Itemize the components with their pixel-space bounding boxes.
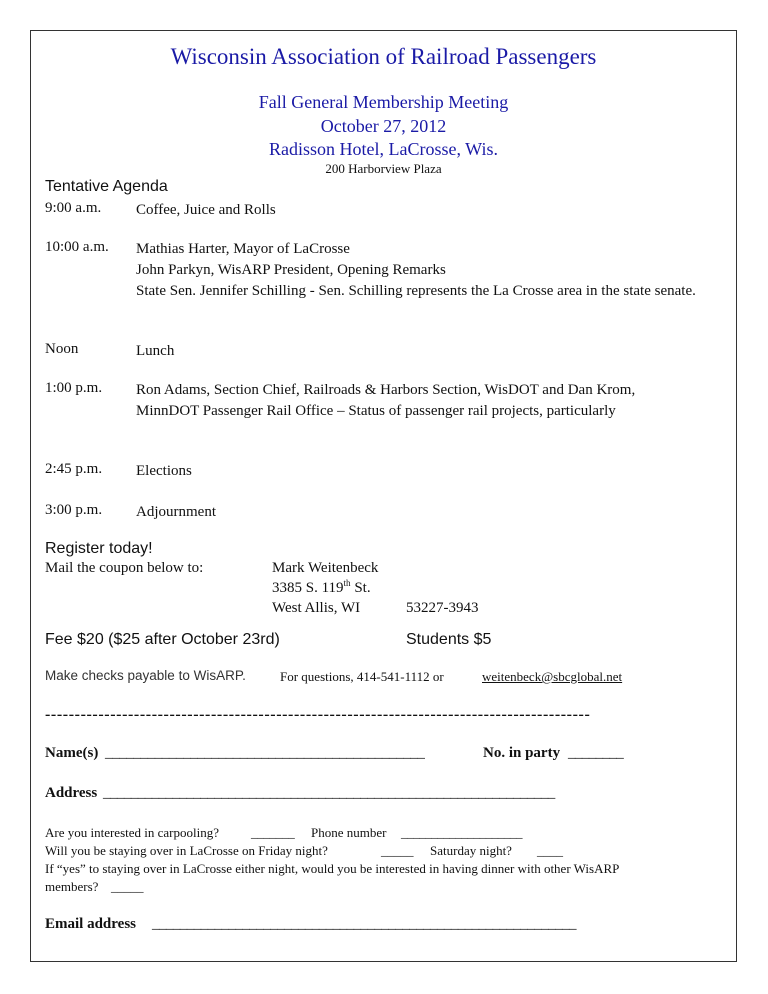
street-suffix: th <box>343 578 351 588</box>
meeting-title: Fall General Membership Meeting <box>258 92 509 112</box>
saturday-question: Saturday night? <box>430 843 512 858</box>
dinner-field[interactable]: _____ <box>111 879 144 894</box>
agenda-description <box>136 239 716 302</box>
carpool-field[interactable]: _______ <box>251 825 295 840</box>
email-field[interactable]: _____________________________________________________________ <box>152 916 576 932</box>
agenda-time: 1:00 p.m. <box>45 380 103 396</box>
phone-label: Phone number <box>311 825 387 840</box>
agenda-line: John Parkyn, WisARP President, Opening Remarks <box>136 262 446 278</box>
mail-zip: 53227-3943 <box>406 600 479 616</box>
agenda-heading: Tentative Agenda <box>45 178 168 195</box>
saturday-field[interactable]: ____ <box>537 843 563 858</box>
contact-email-link[interactable]: weitenbeck@sbcglobal.net <box>482 669 623 684</box>
fee-text: Fee $20 ($25 after October 23rd) <box>45 631 280 648</box>
party-count-label: No. in party <box>483 745 561 761</box>
dinner-question-continued: members? <box>45 879 99 894</box>
mail-city: West Allis, WI <box>272 600 361 616</box>
venue-address: 200 Harborview Plaza <box>325 161 442 176</box>
students-fee: Students $5 <box>406 631 492 648</box>
agenda-description <box>136 502 716 523</box>
address-field-label: Address <box>45 785 98 801</box>
friday-field[interactable]: _____ <box>381 843 414 858</box>
agenda-time: Noon <box>45 341 79 357</box>
mail-recipient: Mark Weitenbeck <box>272 560 379 576</box>
agenda-line: Ron Adams, Section Chief, Railroads & Harbors Section, WisDOT and Dan Krom, MinnDOT Passenger Rail Office – Status of passenger rail projects, particularly <box>136 382 636 419</box>
register-heading: Register today! <box>45 540 153 557</box>
agenda-time: 2:45 p.m. <box>45 461 103 477</box>
agenda-line: Lunch <box>136 343 175 359</box>
agenda-description <box>136 200 716 221</box>
agenda-time: 9:00 a.m. <box>45 200 102 216</box>
party-count-field[interactable]: ________ <box>568 745 624 761</box>
agenda-line: Adjournment <box>136 504 216 520</box>
agenda-time: 3:00 p.m. <box>45 502 103 518</box>
meeting-date: October 27, 2012 <box>320 116 447 136</box>
name-field[interactable]: _____________________________________________ <box>105 745 425 761</box>
meeting-venue: Radisson Hotel, LaCrosse, Wis. <box>269 139 498 159</box>
questions-phone: For questions, 414-541-1112 or <box>280 669 444 684</box>
agenda-line: Coffee, Juice and Rolls <box>136 202 276 218</box>
agenda-line: Elections <box>136 463 192 479</box>
agenda-line: Mathias Harter, Mayor of LaCrosse <box>136 241 350 257</box>
street-number: 3385 S. 119 <box>272 580 344 596</box>
email-field-label: Email address <box>45 916 136 932</box>
checks-payable: Make checks payable to WisARP. <box>45 668 246 683</box>
name-field-label: Name(s) <box>45 745 99 761</box>
street-name: St. <box>350 580 371 596</box>
phone-field[interactable]: ____________________ <box>401 825 523 840</box>
friday-question: Will you be staying over in LaCrosse on Friday night? <box>45 843 328 858</box>
agenda-description <box>136 341 716 362</box>
agenda-description <box>136 461 716 482</box>
org-name: Wisconsin Association of Railroad Passengers <box>170 44 597 69</box>
agenda-description <box>136 380 716 422</box>
address-field[interactable]: _________________________________________________________________ <box>103 785 555 801</box>
carpool-question: Are you interested in carpooling? <box>45 825 219 840</box>
agenda-time: 10:00 a.m. <box>45 239 109 255</box>
cut-line-divider: -------------------------------------------------------------------------------------------- <box>45 706 591 723</box>
agenda-line: State Sen. Jennifer Schilling - Sen. Schilling represents the La Crosse area in the state senate. <box>136 283 696 299</box>
mail-street <box>272 580 371 597</box>
mail-label: Mail the coupon below to: <box>45 560 204 576</box>
dinner-question: If “yes” to staying over in LaCrosse either night, would you be interested in having dinner with other WisARP <box>45 861 620 876</box>
